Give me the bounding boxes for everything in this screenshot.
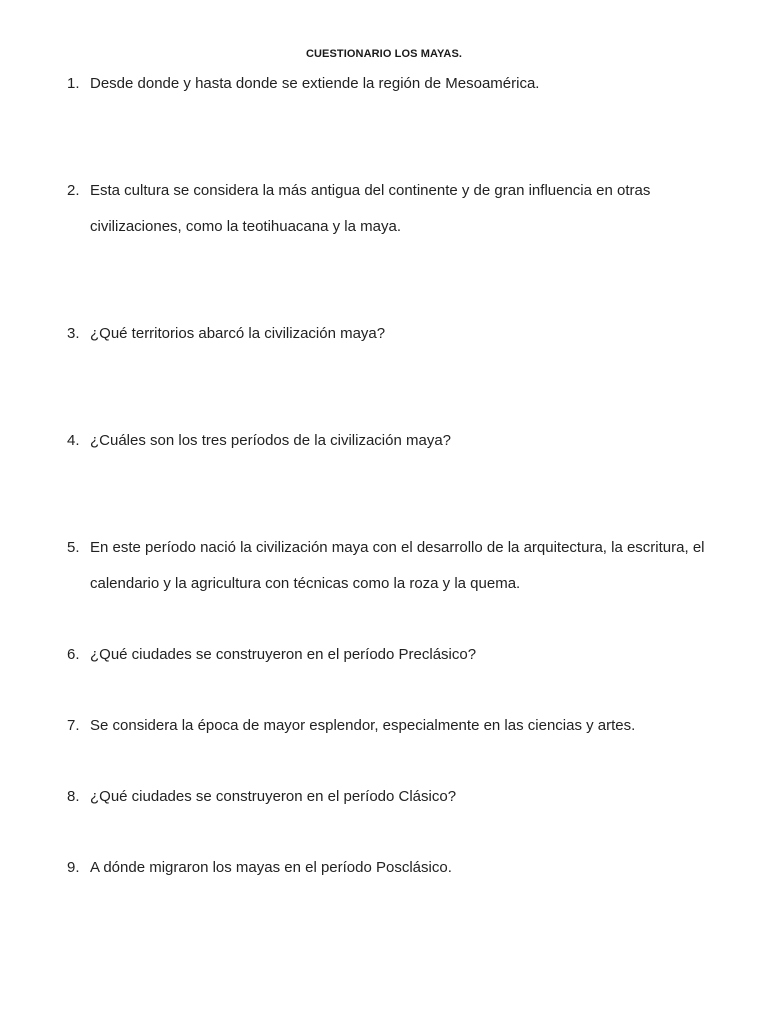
- question-text: ¿Qué territorios abarcó la civilización maya?: [90, 325, 386, 342]
- question-text: ¿Cuáles son los tres períodos de la civilización maya?: [90, 432, 452, 449]
- question-6: [67, 637, 727, 673]
- question-number: 8.: [67, 788, 80, 805]
- question-number: 1.: [67, 75, 80, 92]
- question-number: 4.: [67, 432, 80, 449]
- document-title: CUESTIONARIO LOS MAYAS.: [305, 48, 463, 60]
- question-text: ¿Qué ciudades se construyeron en el período Clásico?: [90, 788, 457, 805]
- question-text: Esta cultura se considera la más antigua del continente y de gran influencia en otras civilizaciones, como la teotihuacana y la maya.: [90, 182, 651, 235]
- question-7: [67, 708, 727, 744]
- question-number: 6.: [67, 646, 80, 663]
- question-text: Desde donde y hasta donde se extiende la región de Mesoamérica.: [90, 75, 540, 92]
- question-number: 7.: [67, 717, 80, 734]
- question-number: 2.: [67, 182, 80, 199]
- question-4: [67, 423, 727, 459]
- question-1: [67, 66, 727, 102]
- question-number: 5.: [67, 539, 80, 556]
- question-3: [67, 316, 727, 352]
- question-text: ¿Qué ciudades se construyeron en el período Preclásico?: [90, 646, 477, 663]
- question-8: [67, 779, 727, 815]
- question-number: 9.: [67, 859, 80, 876]
- question-9: [67, 850, 727, 886]
- question-text: Se considera la época de mayor esplendor, especialmente en las ciencias y artes.: [90, 717, 636, 734]
- question-2: [67, 173, 727, 245]
- question-text: En este período nació la civilización maya con el desarrollo de la arquitectura, la escritura, el calendario y la agricultura con técnicas como la roza y la quema.: [90, 539, 705, 592]
- question-number: 3.: [67, 325, 80, 342]
- question-text: A dónde migraron los mayas en el período Posclásico.: [90, 859, 452, 876]
- question-5: [67, 530, 727, 602]
